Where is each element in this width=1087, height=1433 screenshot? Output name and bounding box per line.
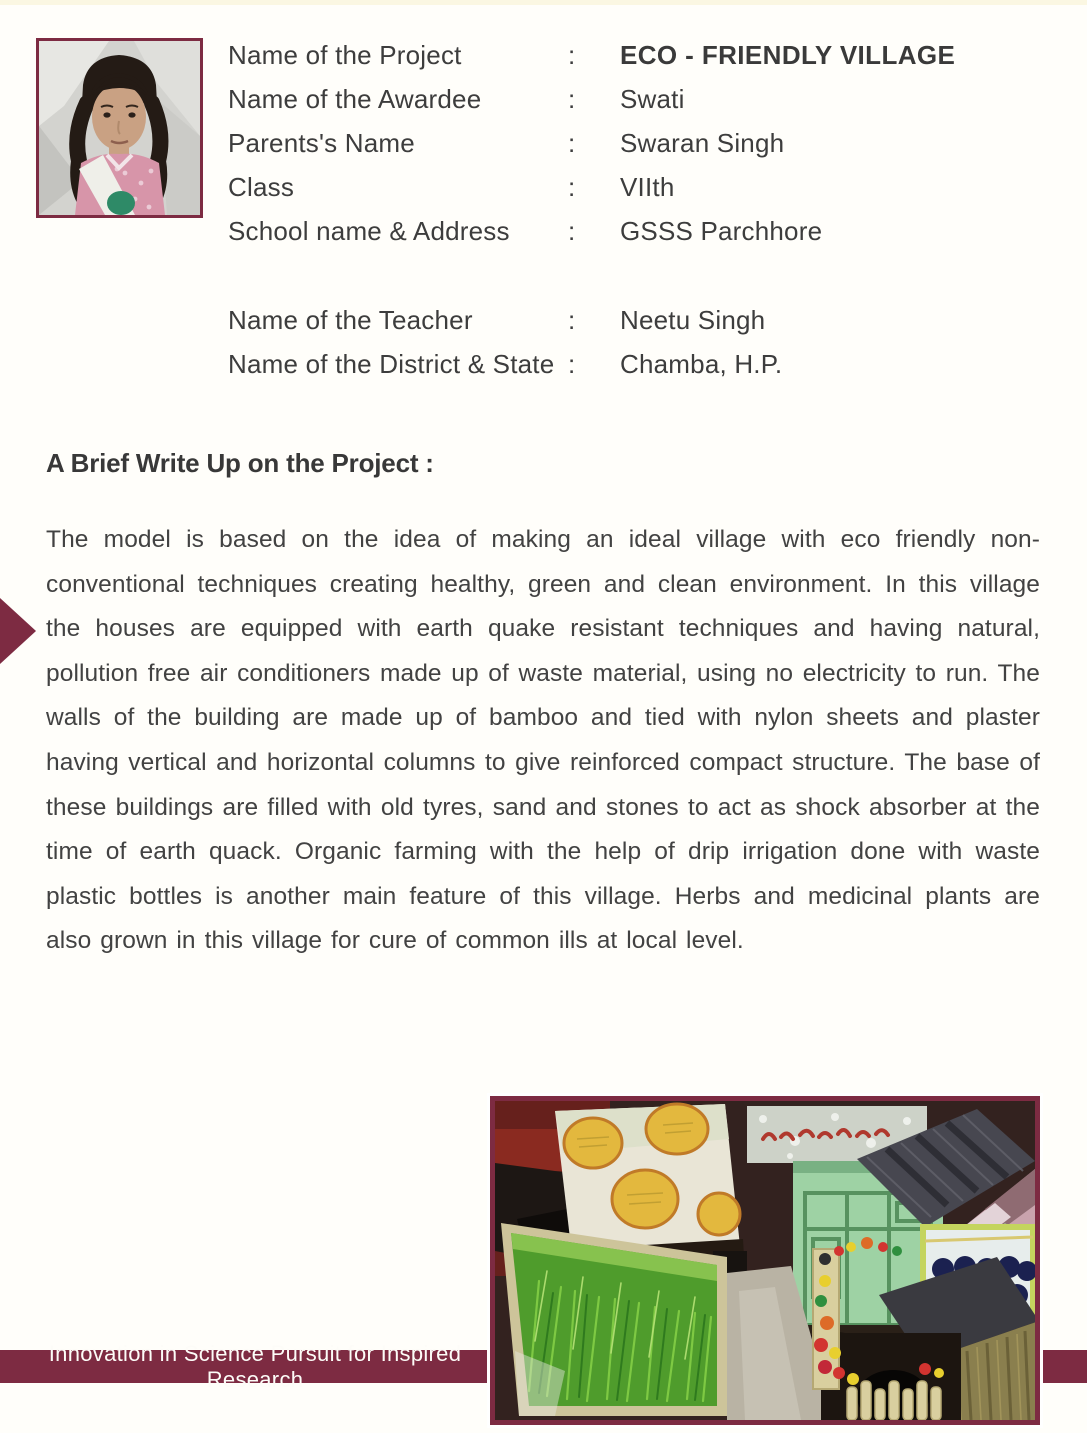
- class-value: VIIth: [620, 171, 675, 202]
- info-row-class: [228, 165, 1058, 209]
- info-row-project: [228, 33, 1058, 77]
- parent-name-value: Swaran Singh: [620, 127, 785, 158]
- info-row-parent: [228, 121, 1058, 165]
- info-label: Name of the District & State: [228, 348, 555, 379]
- teacher-name-value: Neetu Singh: [620, 304, 766, 335]
- info-label: Name of the Teacher: [228, 304, 473, 335]
- info-label: Name of the Project: [228, 39, 462, 70]
- project-info-table: [228, 33, 1058, 386]
- right-arrow-marker-icon: [0, 598, 36, 664]
- footer-tagline: Innovation in Science Pursuit for Inspired Research: [48, 1340, 462, 1392]
- school-value: GSSS Parchhore: [620, 215, 823, 246]
- writeup-body: The model is based on the idea of making an ideal village with eco friendly non-conventional techniques creating healthy, green and clean environment. In this village the houses are equipped with earth quake resistant techniques and having natural, pollution free air conditioners made up of waste material, using no electricity to run. The walls of the building are made up of bamboo and tied with nylon sheets and plaster having vertical and horizontal columns to give reinforced compact structure. The base of these buildings are filled with old tyres, sand and stones to act as shock absorber at the time of earth quack. Organic farming with the help of drip irrigation done with waste plastic bottles is another main feature of this village. Herbs and medicinal plants are also grown in this village for cure of common ills at local level.: [46, 526, 1040, 955]
- awardee-name-value: Swati: [620, 83, 685, 114]
- info-label: Parents's Name: [228, 127, 415, 158]
- info-row-district: [228, 342, 1058, 386]
- info-colon: :: [568, 39, 576, 70]
- page-top-edge: [0, 0, 1087, 5]
- info-colon: :: [568, 171, 576, 202]
- info-row-awardee: [228, 77, 1058, 121]
- student-photo: [36, 38, 203, 218]
- info-label: Name of the Awardee: [228, 83, 482, 114]
- info-row-school: [228, 209, 1058, 253]
- info-colon: :: [568, 304, 576, 335]
- info-colon: :: [568, 215, 576, 246]
- writeup-heading: A Brief Write Up on the Project :: [46, 448, 434, 478]
- info-colon: :: [568, 348, 576, 379]
- info-colon: :: [568, 83, 576, 114]
- project-model-photo: [490, 1096, 1040, 1425]
- project-name-value: ECO - FRIENDLY VILLAGE: [620, 39, 956, 70]
- district-state-value: Chamba, H.P.: [620, 348, 783, 379]
- info-colon: :: [568, 127, 576, 158]
- model-photo-graphic: [495, 1101, 1035, 1420]
- info-row-teacher: [228, 298, 1058, 342]
- student-photo-graphic: [39, 41, 200, 215]
- info-label: School name & Address: [228, 215, 510, 246]
- info-label: Class: [228, 171, 295, 202]
